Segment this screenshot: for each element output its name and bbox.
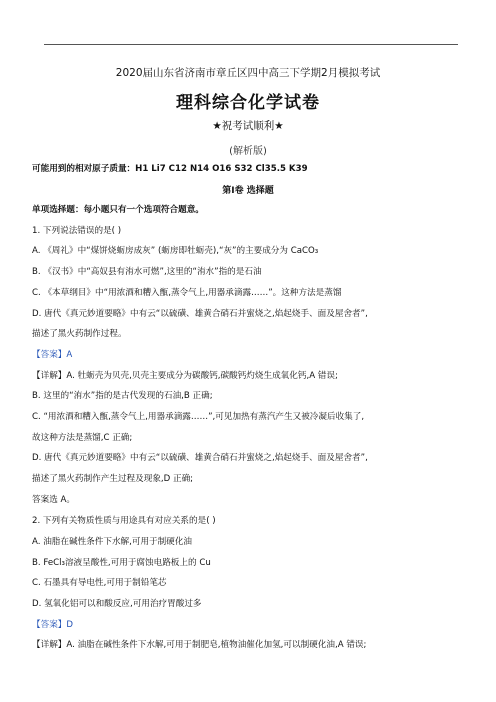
q1-explanation-b: B. 这里的“洧水”指的是古代发现的石油,B 正确; [32,391,213,401]
q1-answer: 【答案】A [32,350,73,360]
q1-conclusion: 答案选 A。 [32,495,75,505]
q1-explanation-c-line1: C. “用浓酒和糟入甑,蒸令气上,用器承滴露……”,可见加热有蒸汽产生又被冷凝后收集了, [32,412,365,422]
q1-option-d-line2: 描述了黑火药制作过程。 [32,329,127,339]
q1-stem: 1. 下列说法错误的是( ) [32,226,122,236]
q2-option-b: B. FeCl₃溶液呈酸性,可用于腐蚀电路板上的 Cu [32,558,211,568]
subject-title: 理科综合化学试卷 [176,93,320,113]
wish-line: ★祝考试顺利★ [212,120,284,132]
version-label: (解析版) [229,146,267,157]
exam-title: 2020届山东省济南市章丘区四中高三下学期2月模拟考试 [115,67,381,79]
atomic-masses: 可能用到的相对原子质量：H1 Li7 C12 N14 O16 S32 Cl35.5 K39 [32,164,308,174]
q1-explanation-a: 【详解】A. 牡蛎壳为贝壳,贝壳主要成分为碳酸钙,碳酸钙灼烧生成氧化钙,A 错误; [32,371,338,381]
q1-option-d-line1: D. 唐代《真元妙道要略》中有云“以硫磺、雄黄合硝石并蜜烧之,焰起烧手、面及屋舍者”, [32,309,368,319]
instruction: 单项选择题：每小题只有一个选项符合题意。 [32,205,204,215]
header-rule [44,44,458,45]
q1-explanation-d-line2: 描述了黑火药制作产生过程及现象,D 正确; [32,474,194,484]
q2-option-a: A. 油脂在碱性条件下水解,可用于制硬化油 [32,537,193,547]
q2-explanation-a: 【详解】A. 油脂在碱性条件下水解,可用于制肥皂,植物油催化加氢,可以制硬化油,A 错误; [32,640,367,650]
q1-option-b: B. 《汉书》中“高奴县有洧水可燃”,这里的“洧水”指的是石油 [32,267,262,277]
q1-option-c: C. 《本草纲目》中“用浓酒和糟入甑,蒸令气上,用器承滴露……”。这种方法是蒸馏 [32,288,342,298]
q2-answer: 【答案】D [32,620,73,630]
q1-explanation-c-line2: 故这种方法是蒸馏,C 正确; [32,433,133,443]
section-title: 第Ⅰ卷 选择题 [222,186,274,196]
q2-stem: 2. 下列有关物质性质与用途具有对应关系的是( ) [32,516,216,526]
q1-explanation-d-line1: D. 唐代《真元妙道要略》中有云“以硫磺、雄黄合硝石并蜜烧之,焰起烧手、面及屋舍者”, [32,453,368,463]
q2-option-d: D. 氢氧化铝可以和酸反应,可用治疗胃酸过多 [32,599,202,609]
q1-option-a: A. 《周礼》中“煤饼烧蛎房成灰” (蛎房即牡蛎壳),“灰”的主要成分为 CaCO₃ [32,246,319,256]
q2-option-c: C. 石墨具有导电性,可用于制铅笔芯 [32,578,167,588]
